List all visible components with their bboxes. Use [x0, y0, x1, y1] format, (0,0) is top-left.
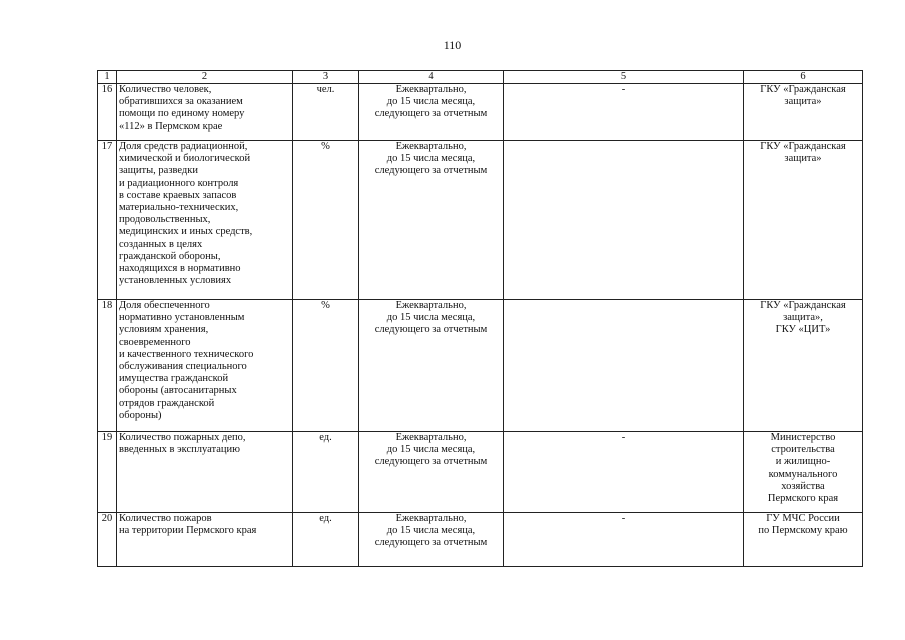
source-cell: - [504, 513, 744, 567]
cell-line: защиты, разведки [119, 165, 198, 177]
responsible-cell [744, 432, 863, 513]
cell-line: в составе краевых запасов [119, 189, 237, 201]
cell-line: Ежеквартально, [395, 141, 467, 152]
cell-line: установленных условиях [119, 275, 232, 287]
cell-line: и качественного технического [119, 348, 254, 360]
unit-cell: чел. [293, 84, 359, 141]
period-cell [359, 513, 504, 567]
period-cell [359, 141, 504, 300]
cell-line: своевременного [119, 336, 191, 348]
indicator-name [117, 513, 293, 567]
cell-line: защита» [784, 153, 822, 165]
cell-line: условиям хранения, [119, 324, 209, 336]
period-cell [359, 84, 504, 141]
cell-line: коммунального [768, 468, 838, 480]
cell-line: по Пермскому краю [758, 525, 848, 537]
cell-line: до 15 числа месяца, [386, 153, 476, 165]
indicator-name [117, 84, 293, 141]
cell-line: Ежеквартально, [395, 300, 467, 311]
cell-line: ГКУ «ЦИТ» [775, 324, 831, 336]
cell-line: Министерство [770, 432, 836, 443]
responsible-cell [744, 300, 863, 432]
row-number: 16 [98, 84, 117, 141]
cell-line: введенных в эксплуатацию [119, 444, 240, 456]
indicator-name [117, 300, 293, 432]
cell-line: Количество пожарных депо, [119, 432, 246, 443]
table-row [98, 432, 863, 513]
column-header: 6 [744, 71, 863, 84]
cell-line: Количество человек, [119, 84, 212, 95]
row-number: 19 [98, 432, 117, 513]
table-row [98, 513, 863, 567]
column-header: 2 [117, 71, 293, 84]
cell-line: Пермского края [767, 493, 839, 505]
cell-line: следующего за отчетным [374, 456, 488, 468]
page-number: 110 [443, 38, 462, 52]
cell-line: следующего за отчетным [374, 537, 488, 549]
cell-line: «112» в Пермском крае [119, 120, 223, 132]
cell-line: и радиационного контроля [119, 177, 239, 189]
unit-cell: % [293, 300, 359, 432]
cell-line: ГУ МЧС России [766, 513, 840, 524]
indicator-name [117, 141, 293, 300]
column-header: 3 [293, 71, 359, 84]
cell-line: нормативно установленным [119, 312, 245, 324]
cell-line: медицинских и иных средств, [119, 226, 253, 238]
responsible-cell [744, 513, 863, 567]
cell-line: обороны) [119, 409, 162, 421]
cell-line: гражданской обороны, [119, 250, 221, 262]
cell-line: и жилищно- [775, 456, 831, 468]
cell-line: Количество пожаров [119, 513, 212, 524]
table-row [98, 300, 863, 432]
cell-line: созданных в целях [119, 238, 203, 250]
cell-line: следующего за отчетным [374, 324, 488, 336]
cell-line: Ежеквартально, [395, 432, 467, 443]
cell-line: ГКУ «Гражданская [760, 84, 846, 95]
unit-cell: % [293, 141, 359, 300]
column-header: 5 [504, 71, 744, 84]
cell-line: следующего за отчетным [374, 108, 488, 120]
cell-line: Доля средств радиационной, [119, 141, 248, 152]
cell-line: защита» [784, 96, 822, 108]
table-header-row [98, 71, 863, 84]
indicator-name [117, 432, 293, 513]
indicators-table [97, 70, 863, 567]
cell-line: ГКУ «Гражданская [760, 300, 846, 311]
cell-line: до 15 числа месяца, [386, 312, 476, 324]
source-cell: - [504, 84, 744, 141]
cell-line: обслуживания специального [119, 361, 247, 373]
table-row [98, 141, 863, 300]
cell-line: помощи по единому номеру [119, 108, 245, 120]
table-row [98, 84, 863, 141]
row-number: 17 [98, 141, 117, 300]
cell-line: Ежеквартально, [395, 84, 467, 95]
cell-line: находящихся в нормативно [119, 263, 241, 275]
unit-cell: ед. [293, 432, 359, 513]
cell-line: до 15 числа месяца, [386, 444, 476, 456]
cell-line: следующего за отчетным [374, 165, 488, 177]
unit-cell: ед. [293, 513, 359, 567]
row-number: 18 [98, 300, 117, 432]
cell-line: ГКУ «Гражданская [760, 141, 846, 152]
cell-line: имущества гражданской [119, 373, 229, 385]
cell-line: на территории Пермского края [119, 525, 257, 537]
cell-line: Доля обеспеченного [119, 300, 210, 311]
cell-line: хозяйства [781, 480, 825, 492]
source-cell [504, 141, 744, 300]
table-body [98, 71, 863, 567]
cell-line: до 15 числа месяца, [386, 96, 476, 108]
cell-line: обороны (автосанитарных [119, 385, 237, 397]
source-cell: - [504, 432, 744, 513]
cell-line: отрядов гражданской [119, 397, 215, 409]
responsible-cell [744, 141, 863, 300]
cell-line: продовольственных, [119, 214, 211, 226]
column-header: 4 [359, 71, 504, 84]
period-cell [359, 432, 504, 513]
cell-line: химической и биологической [119, 153, 251, 165]
cell-line: строительства [771, 444, 835, 456]
row-number: 20 [98, 513, 117, 567]
cell-line: защита», [783, 312, 823, 324]
cell-line: до 15 числа месяца, [386, 525, 476, 537]
cell-line: материально-технических, [119, 202, 239, 214]
responsible-cell [744, 84, 863, 141]
period-cell [359, 300, 504, 432]
column-header: 1 [98, 71, 117, 84]
cell-line: Ежеквартально, [395, 513, 467, 524]
source-cell [504, 300, 744, 432]
cell-line: обратившихся за оказанием [119, 96, 243, 108]
